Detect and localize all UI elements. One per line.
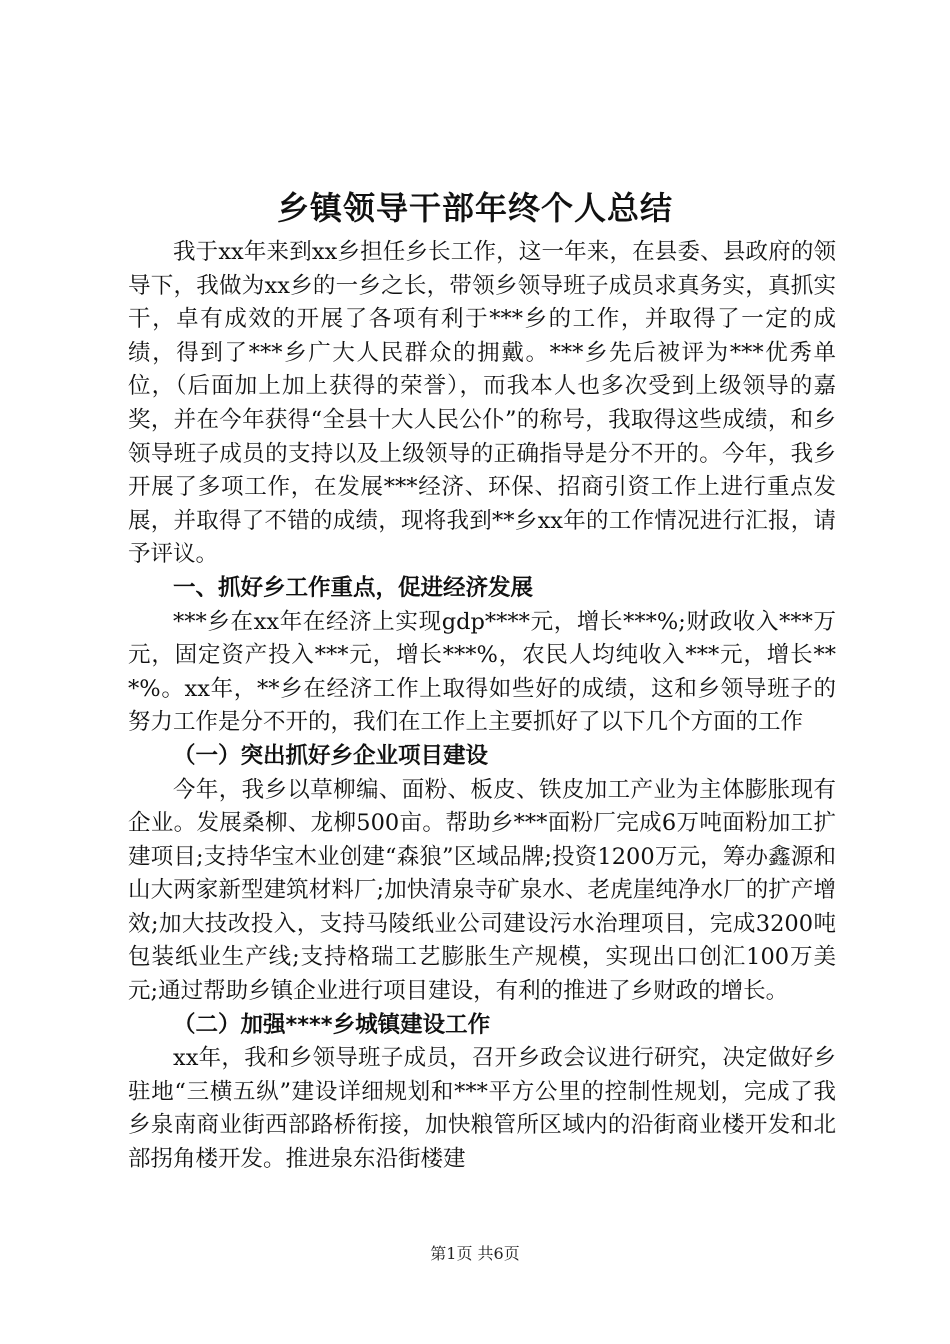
paragraph: ***乡在xx年在经济上实现gdp****元，增长***%;财政收入***万元，固定资产投入***元，增长***%，农民人均纯收入***元，增长***%。xx年，**乡在经济工作上取得如些好的成绩，这和乡领导班子的努力工作是分不开的，我们在工作上主要抓好了以下几个方面的工作: [128, 608, 836, 736]
paragraph: xx年，我和乡领导班子成员，召开乡政会议进行研究，决定做好乡驻地“三横五纵”建设详细规划和***平方公里的控制性规划，完成了我乡泉南商业街西部路桥衔接，加快粮管所区域内的沿街商业楼开发和北部拐角楼开发。推进泉东沿街楼建: [128, 1045, 836, 1173]
subsection-heading: （二）加强****乡城镇建设工作: [173, 1011, 491, 1038]
section-heading: 一、抓好乡工作重点，促进经济发展: [173, 574, 534, 601]
document-title: 乡镇领导干部年终个人总结: [276, 189, 673, 227]
paragraph: 我于xx年来到xx乡担任乡长工作，这一年来，在县委、县政府的领导下，我做为xx乡的一乡之长，带领乡领导班子成员求真务实，真抓实干，卓有成效的开展了各项有利于***乡的工作，并取得了一定的成绩，得到了***乡广大人民群众的拥戴。***乡先后被评为***优秀单位，（后面加上加上获得的荣誉），而我本人也多次受到上级领导的嘉奖，并在今年获得“全县十大人民公仆”的称号，我取得这些成绩，和乡领导班子成员的支持以及上级领导的正确指导是分不开的。今年，我乡开展了多项工作，在发展***经济、环保、招商引资工作上进行重点发展，并取得了不错的成绩，现将我到**乡xx年的工作情况进行汇报，请予评议。: [128, 239, 836, 568]
subsection-heading: （一）突出抓好乡企业项目建设: [173, 742, 489, 769]
paragraph: 今年，我乡以草柳编、面粉、板皮、铁皮加工产业为主体膨胀现有企业。发展桑柳、龙柳500亩。帮助乡***面粉厂完成6万吨面粉加工扩建项目;支持华宝木业创建“森狼”区域品牌;投资1200万元，筹办鑫源和山大两家新型建筑材料厂;加快清泉寺矿泉水、老虎崖纯净水厂的扩产增效;加大技改投入，支持马陵纸业公司建设污水治理项目，完成3200吨包装纸业生产线;支持格瑞工艺膨胀生产规模，实现出口创汇100万美元;通过帮助乡镇企业进行项目建设，有利的推进了乡财政的增长。: [128, 776, 836, 1005]
page-number-footer: 第1页 共6页: [430, 1244, 520, 1263]
document-body: [128, 236, 836, 1177]
